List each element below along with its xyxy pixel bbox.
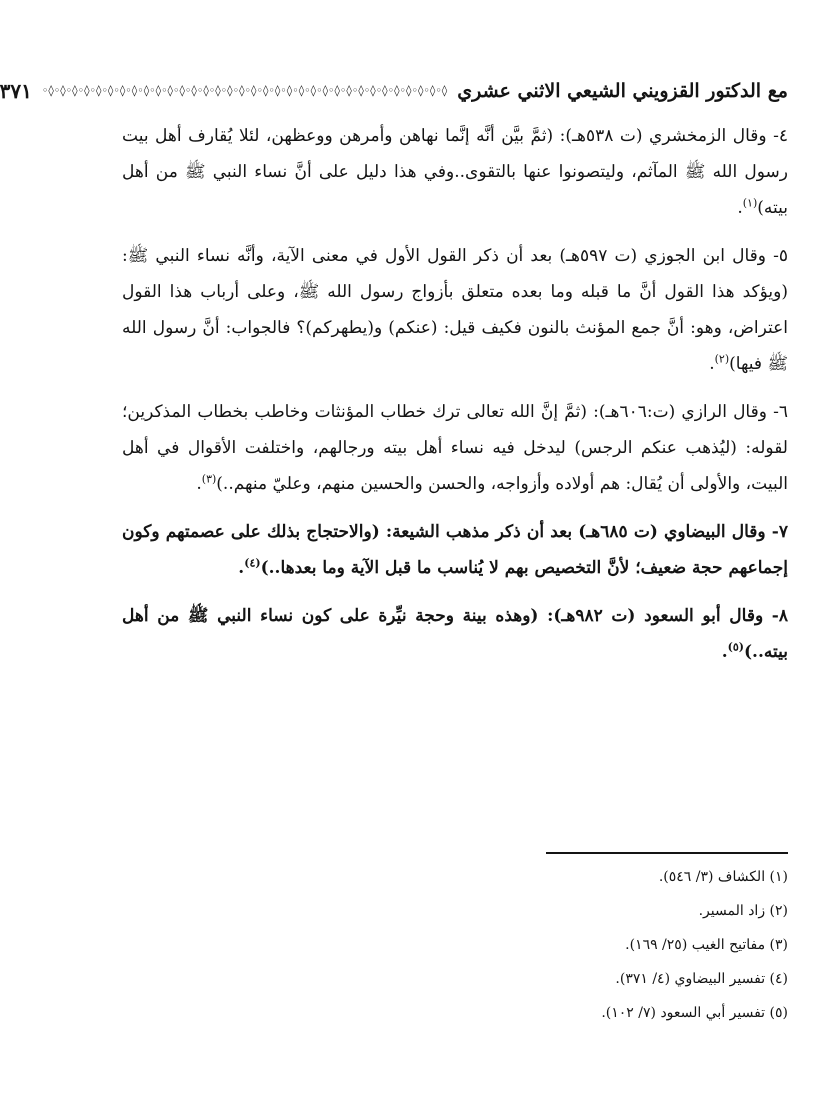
footnote-item: (٣) مفاتيح الغيب (٢٥/ ١٦٩).	[625, 937, 788, 953]
footnote-item: (٢) زاد المسير.	[698, 903, 788, 919]
footnote-marker: (٤)	[244, 556, 261, 570]
page-number: ٣٧١	[0, 79, 32, 103]
footnote-item: (١) الكشاف (٣/ ٥٤٦).	[658, 869, 788, 885]
paragraph-ibn-al-jawzi: ٥- وقال ابن الجوزي (ت ٥٩٧هـ) بعد أن ذكر القول الأول في معنى الآية، وأنَّه نساء النبي ﷺ: (ويؤكد هذا القول أنَّ ما قبله وما بعده متعلق بأزواج رسول الله ﷺ، وعلى أرباب هذا القول اعتراض، وهو: أنَّ جمع المؤنث بالنون فكيف قيل: (عنكم) و(يطهركم)؟ فالجواب: أنَّ رسول الله ﷺ فيها)$^{(٢)}$.	[122, 246, 788, 374]
ornament-border-icon: ◦◊◦◊◦◊◦◊◦◊◦◊◦◊◦◊◦◊◦◊◦◊◦◊◦◊◦◊◦◊◦◊◦◊◦◊◦◊◦◊◦◊◦◊◦◊◦◊◦◊◦◊◦◊◦◊◦◊◦◊◦◊◦◊◦◊◦◊	[41, 84, 448, 97]
footnote-marker: (٥)	[727, 640, 744, 654]
footnote-marker: (١)	[742, 196, 758, 210]
page-body	[122, 118, 788, 682]
header-title: مع الدكتور القزويني الشيعي الاثني عشري	[457, 80, 788, 102]
footnote-marker: (٢)	[714, 352, 730, 366]
paragraph-baydawi: ٧- وقال البيضاوي (ت ٦٨٥هـ) بعد أن ذكر مذهب الشيعة: (والاحتجاج بذلك على عصمتهم وكون إجماعهم حجة ضعيف؛ لأنَّ التخصيص بهم لا يُناسب ما قبل الآية وما بعدها..)$^{(٤)}$.	[122, 522, 788, 578]
running-header	[0, 74, 788, 108]
footnote-divider	[546, 852, 788, 854]
footnote-item: (٤) تفسير البيضاوي (٤/ ٣٧١).	[615, 971, 788, 987]
paragraph-zamakhshari: ٤- وقال الزمخشري (ت ٥٣٨هـ): (ثمَّ بيَّن أنَّه إنَّما نهاهن وأمرهن ووعظهن، لئلا يُقارف أهل بيت رسول الله ﷺ المآثم، وليتصونوا عنها بالتقوى..وفي هذا دليل على أنَّ نساء النبي ﷺ من أهل بيته)$^{(١)}$.	[122, 126, 789, 218]
paragraph-razi: ٦- وقال الرازي (ت:٦٠٦هـ): (ثمَّ إنَّ الله تعالى ترك خطاب المؤنثات وخاطب بخطاب المذكرين؛ لقوله: (ليُذهب عنكم الرجس) ليدخل فيه نساء أهل بيته ورجالهم، واختلفت الأقوال في أهل البيت، والأولى أن يُقال: هم أولاده وأزواجه، والحسن والحسين منهم، وعليّ منهم..)$^{(٣)}$.	[122, 402, 788, 494]
footnote-item: (٥) تفسير أبي السعود (٧/ ١٠٢).	[601, 1005, 788, 1021]
footnotes	[122, 860, 788, 1030]
paragraph-abu-al-saud: ٨- وقال أبو السعود (ت ٩٨٢هـ): (وهذه بينة وحجة نيِّرة على كون نساء النبي ﷺ من أهل بيته..)$^{(٥)}$.	[122, 606, 789, 662]
footnote-marker: (٣)	[201, 472, 217, 486]
